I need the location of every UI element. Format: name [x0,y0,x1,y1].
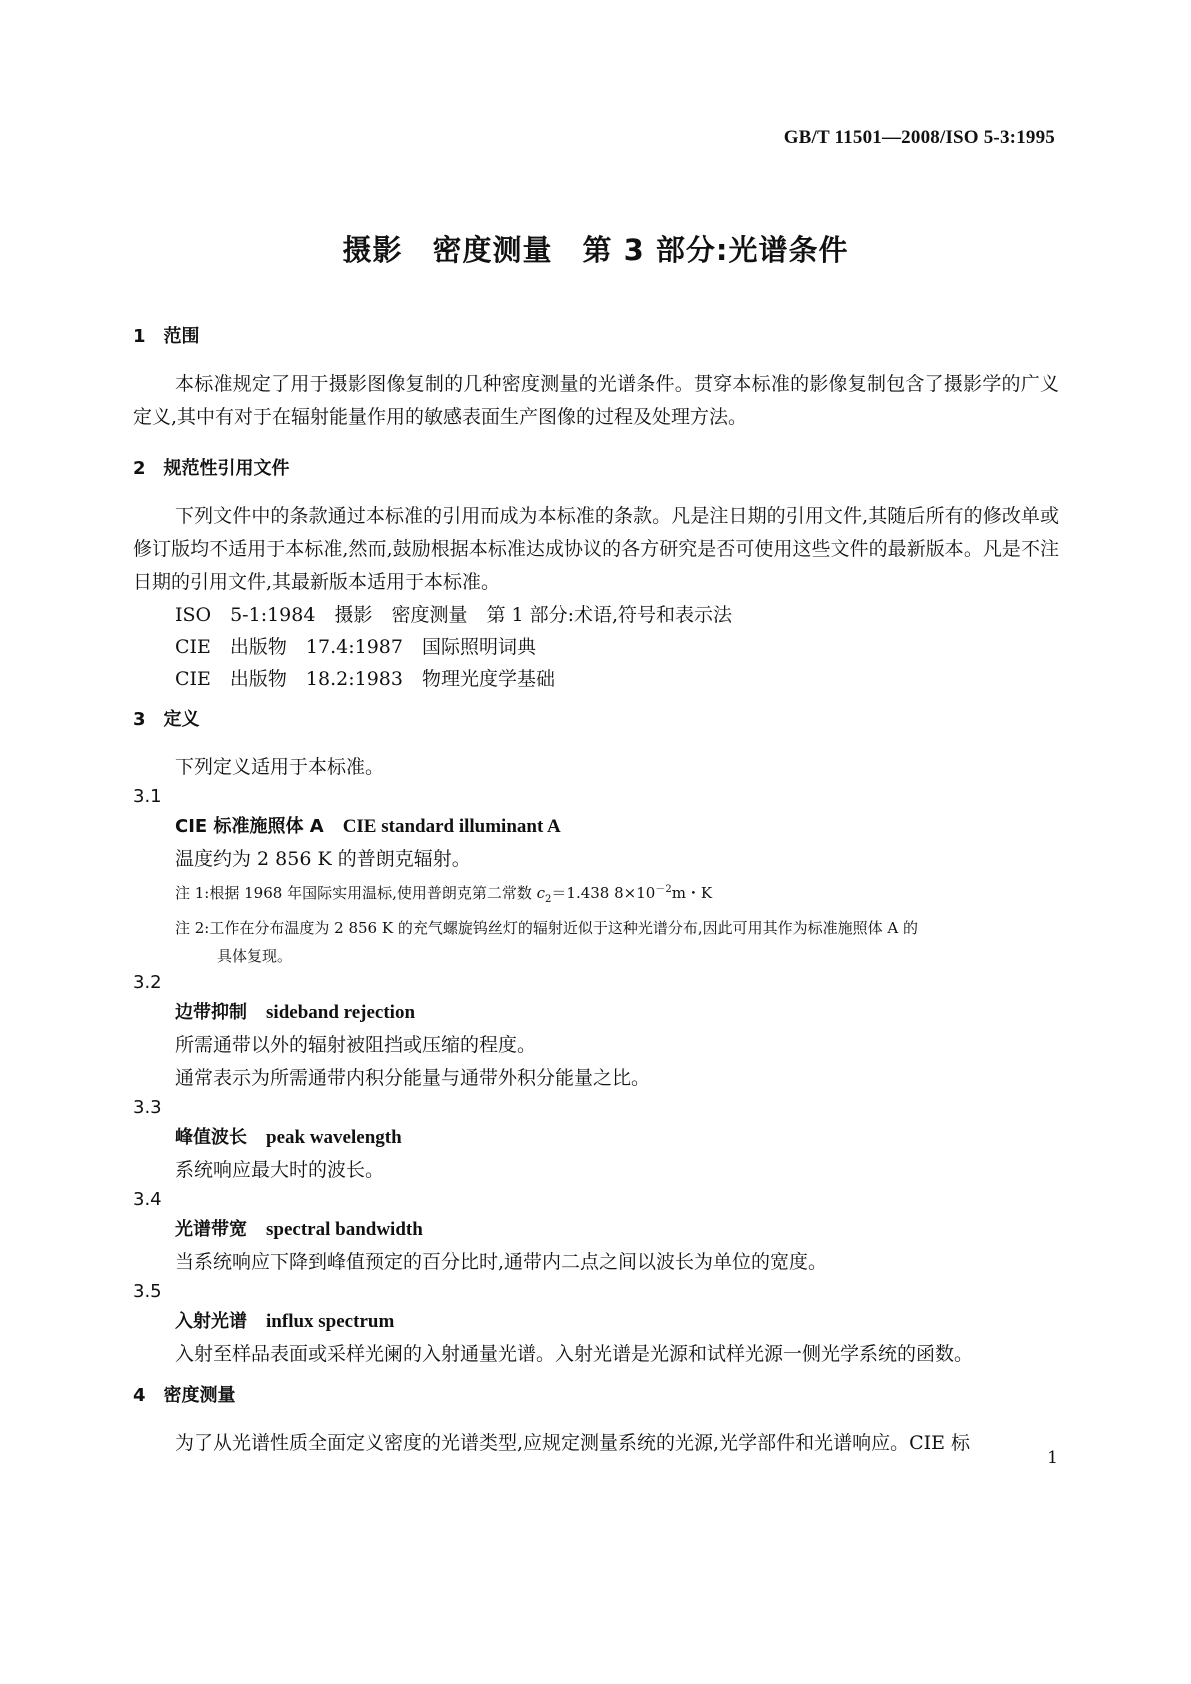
section-4-paragraph: 为了从光谱性质全面定义密度的光谱类型,应规定测量系统的光源,光学部件和光谱响应。CIE 标 [175,1432,971,1454]
reference-item: CIE 出版物 17.4:1987 国际照明词典 [175,636,536,658]
clause-number: 3.5 [133,1281,162,1302]
section-1-heading: 1 范围 [133,326,200,347]
note-subscript: 2 [545,894,552,905]
section-2-heading: 2 规范性引用文件 [133,458,290,479]
term-definition: 温度约为 2 856 K 的普朗克辐射。 [175,848,471,870]
note-text: m・K [671,884,713,902]
clause-number: 3.1 [133,786,162,807]
term-definition: 通常表示为所需通带内积分能量与通带外积分能量之比。 [175,1067,651,1089]
term-heading [133,996,1059,1029]
clause-number: 3.2 [133,972,162,993]
note-1 [133,876,1059,914]
clause-number: 3.3 [133,1097,162,1118]
note-text: ＝1.438 8×10 [551,884,656,902]
term-heading [133,1121,1059,1154]
term-chinese: 边带抑制 [175,1002,247,1023]
term-definition: 入射至样品表面或采样光阑的入射通量光谱。入射光谱是光源和试样光源一侧光学系统的函数。 [175,1343,974,1365]
term-english: spectral bandwidth [266,1219,423,1240]
section-3-intro: 下列定义适用于本标准。 [175,756,385,778]
document-title: 摄影 密度测量 第 3 部分:光谱条件 [342,233,849,267]
term-chinese: CIE 标准施照体 A [175,816,324,837]
term-heading [133,1213,1059,1246]
term-chinese: 入射光谱 [175,1311,247,1332]
reference-item: ISO 5-1:1984 摄影 密度测量 第 1 部分:术语,符号和表示法 [175,604,733,626]
clause-number: 3.4 [133,1189,162,1210]
section-1-paragraph: 本标准规定了用于摄影图像复制的几种密度测量的光谱条件。贯穿本标准的影像复制包含了摄影学的广义定义,其中有对于在辐射能量作用的敏感表面生产图像的过程及处理方法。 [133,373,1059,428]
standard-number: GB/T 11501—2008/ISO 5-3:1995 [783,127,1055,148]
page-number: 1 [1047,1448,1058,1468]
note-text: 注 1:根据 1968 年国际实用温标,使用普朗克第二常数 [175,884,537,902]
term-heading [133,810,1059,843]
document-body [133,324,1059,1460]
term-chinese: 峰值波长 [175,1127,247,1148]
section-4-heading: 4 密度测量 [133,1385,236,1406]
term-english: CIE standard illuminant A [342,816,561,837]
term-heading [133,1305,1059,1338]
term-definition: 所需通带以外的辐射被阻挡或压缩的程度。 [175,1034,537,1056]
term-definition: 系统响应最大时的波长。 [175,1159,385,1181]
note-2 [133,914,1059,970]
term-chinese: 光谱带宽 [175,1219,247,1240]
note-text: 注 2:工作在分布温度为 2 856 K 的充气螺旋钨丝灯的辐射近似于这种光谱分布,因此可用其作为标准施照体 A 的 [175,919,918,937]
note-superscript: －2 [655,884,672,895]
term-english: sideband rejection [266,1002,416,1023]
note-symbol: c [536,884,546,902]
term-english: influx spectrum [266,1311,395,1332]
term-english: peak wavelength [266,1127,402,1148]
reference-item: CIE 出版物 18.2:1983 物理光度学基础 [175,668,555,690]
section-2-paragraph: 下列文件中的条款通过本标准的引用而成为本标准的条款。凡是注日期的引用文件,其随后所有的修改单或修订版均不适用于本标准,然而,鼓励根据本标准达成协议的各方研究是否可使用这些文件的最新版本。凡是不注日期的引用文件,其最新版本适用于本标准。 [133,505,1059,593]
term-definition: 当系统响应下降到峰值预定的百分比时,通带内二点之间以波长为单位的宽度。 [175,1251,828,1273]
note-continuation: 具体复现。 [217,947,293,965]
section-3-heading: 3 定义 [133,709,200,730]
